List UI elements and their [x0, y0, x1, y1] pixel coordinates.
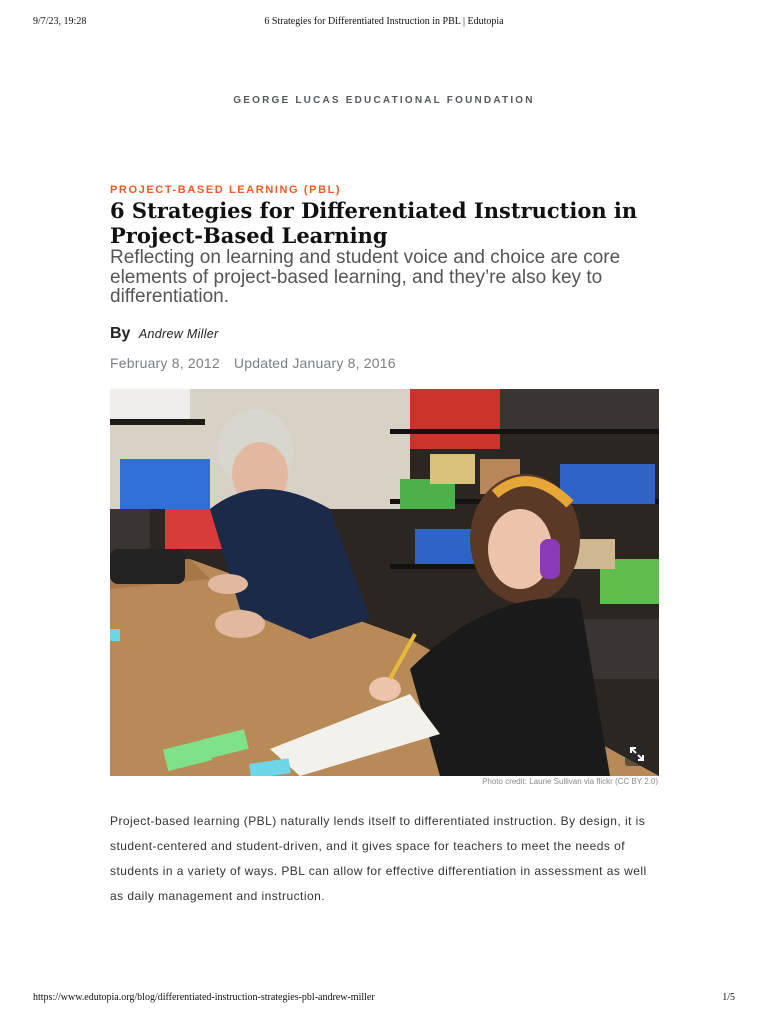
article-title: 6 Strategies for Differentiated Instruction in Project-Based Learning: [110, 198, 638, 248]
byline-label: By: [110, 325, 131, 342]
expand-icon: [625, 742, 649, 766]
article-dek: Reflecting on learning and student voice and choice are core elements of project-based learning, and they’re also key to differentiation.: [110, 247, 621, 307]
classroom-photo: [110, 389, 659, 776]
article-dates: [110, 355, 396, 371]
print-header: [33, 16, 735, 30]
print-url: https://www.edutopia.org/blog/differentiated-instruction-strategies-pbl-andrew-miller: [33, 992, 375, 1003]
print-datetime: 9/7/23, 19:28: [33, 16, 87, 27]
author-link[interactable]: Andrew Miller: [138, 327, 219, 341]
published-date: February 8, 2012: [110, 355, 220, 371]
foundation-logo-text[interactable]: GEORGE LUCAS EDUCATIONAL FOUNDATION: [233, 95, 535, 106]
print-page-number: 1/5: [722, 992, 735, 1003]
print-page-title: 6 Strategies for Differentiated Instruction in PBL | Edutopia: [264, 16, 504, 27]
expand-photo-button[interactable]: [625, 742, 649, 766]
byline: [110, 325, 219, 343]
updated-date: Updated January 8, 2016: [233, 355, 396, 371]
hero-photo: [110, 389, 659, 776]
article-category-link[interactable]: PROJECT-BASED LEARNING (PBL): [110, 184, 342, 196]
photo-credit: Photo credit: Laurie Sullivan via flickr (CC BY 2.0): [482, 777, 658, 786]
print-footer: [33, 992, 735, 1006]
article-body-paragraph: Project-based learning (PBL) naturally lends itself to differentiated instruction. By design, it is student-centered and student-driven, and it gives space for teachers to meet the needs of students in a variety of ways. PBL can allow for effective differentiation in assessment as well as daily management and instruction.: [110, 814, 647, 903]
